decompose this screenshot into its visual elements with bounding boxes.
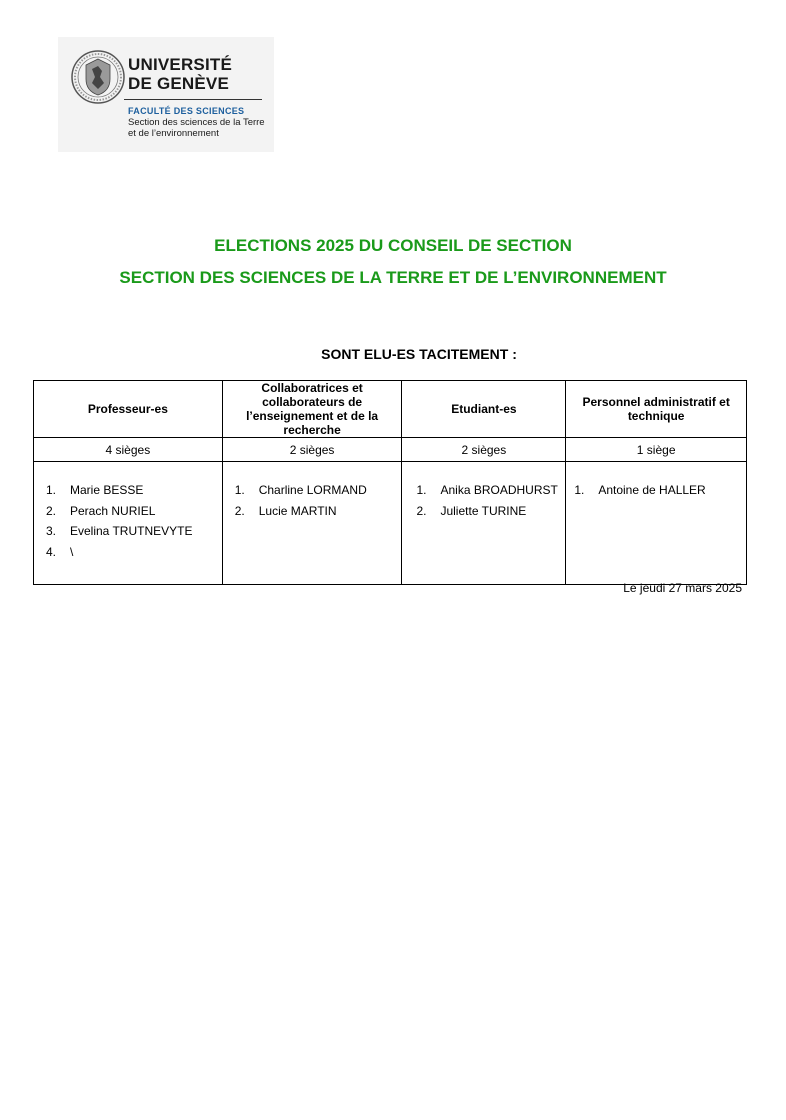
seats-staff: 1 siège	[566, 438, 747, 462]
list-item: 1. Charline LORMAND	[234, 483, 367, 497]
list-item: 2. Perach NURIEL	[46, 503, 156, 518]
list-item: 1. Marie BESSE	[46, 483, 144, 497]
university-logo	[58, 37, 274, 152]
table-seats-row	[34, 438, 747, 462]
list-item: 2. Juliette TURINE	[416, 503, 527, 518]
column-header-collaborators: Collaboratrices et collaborateurs de l’enseignement et de la recherche	[222, 381, 402, 438]
seats-professors: 4 sièges	[34, 438, 223, 462]
document-date: Le jeudi 27 mars 2025	[623, 581, 742, 595]
list-item: 4. \	[46, 544, 74, 559]
section-name-line2: et de l’environnement	[128, 128, 219, 139]
table-header-row	[34, 381, 747, 438]
section-subheading: SONT ELU-ES TACITEMENT :	[321, 346, 517, 362]
column-header-staff: Personnel administratif et technique	[566, 381, 747, 438]
logo-divider	[124, 99, 262, 100]
members-professors	[34, 462, 223, 585]
seats-collaborators: 2 sièges	[222, 438, 402, 462]
page-title-line1: ELECTIONS 2025 DU CONSEIL DE SECTION	[214, 236, 572, 255]
column-header-students: Etudiant-es	[402, 381, 566, 438]
list-item: 1. Anika BROADHURST	[416, 483, 558, 497]
list-item: 3. Evelina TRUTNEVYTE	[46, 524, 193, 538]
column-header-professors: Professeur-es	[34, 381, 223, 438]
section-name-line1: Section des sciences de la Terre	[128, 117, 265, 128]
faculty-name: FACULTÉ DES SCIENCES	[128, 106, 245, 116]
members-students	[402, 462, 566, 585]
seats-students: 2 sièges	[402, 438, 566, 462]
council-members-table	[33, 380, 747, 585]
geneva-seal-icon	[70, 49, 126, 105]
list-item: 2. Lucie MARTIN	[234, 503, 337, 518]
members-collaborators	[222, 462, 402, 585]
university-name: UNIVERSITÉ DE GENÈVE	[128, 55, 233, 93]
list-item: 1. Antoine de HALLER	[574, 483, 706, 497]
page-title-line2: SECTION DES SCIENCES DE LA TERRE ET DE L’ENVIRONNEMENT	[119, 268, 667, 287]
members-staff	[566, 462, 747, 585]
table-members-row	[34, 462, 747, 585]
